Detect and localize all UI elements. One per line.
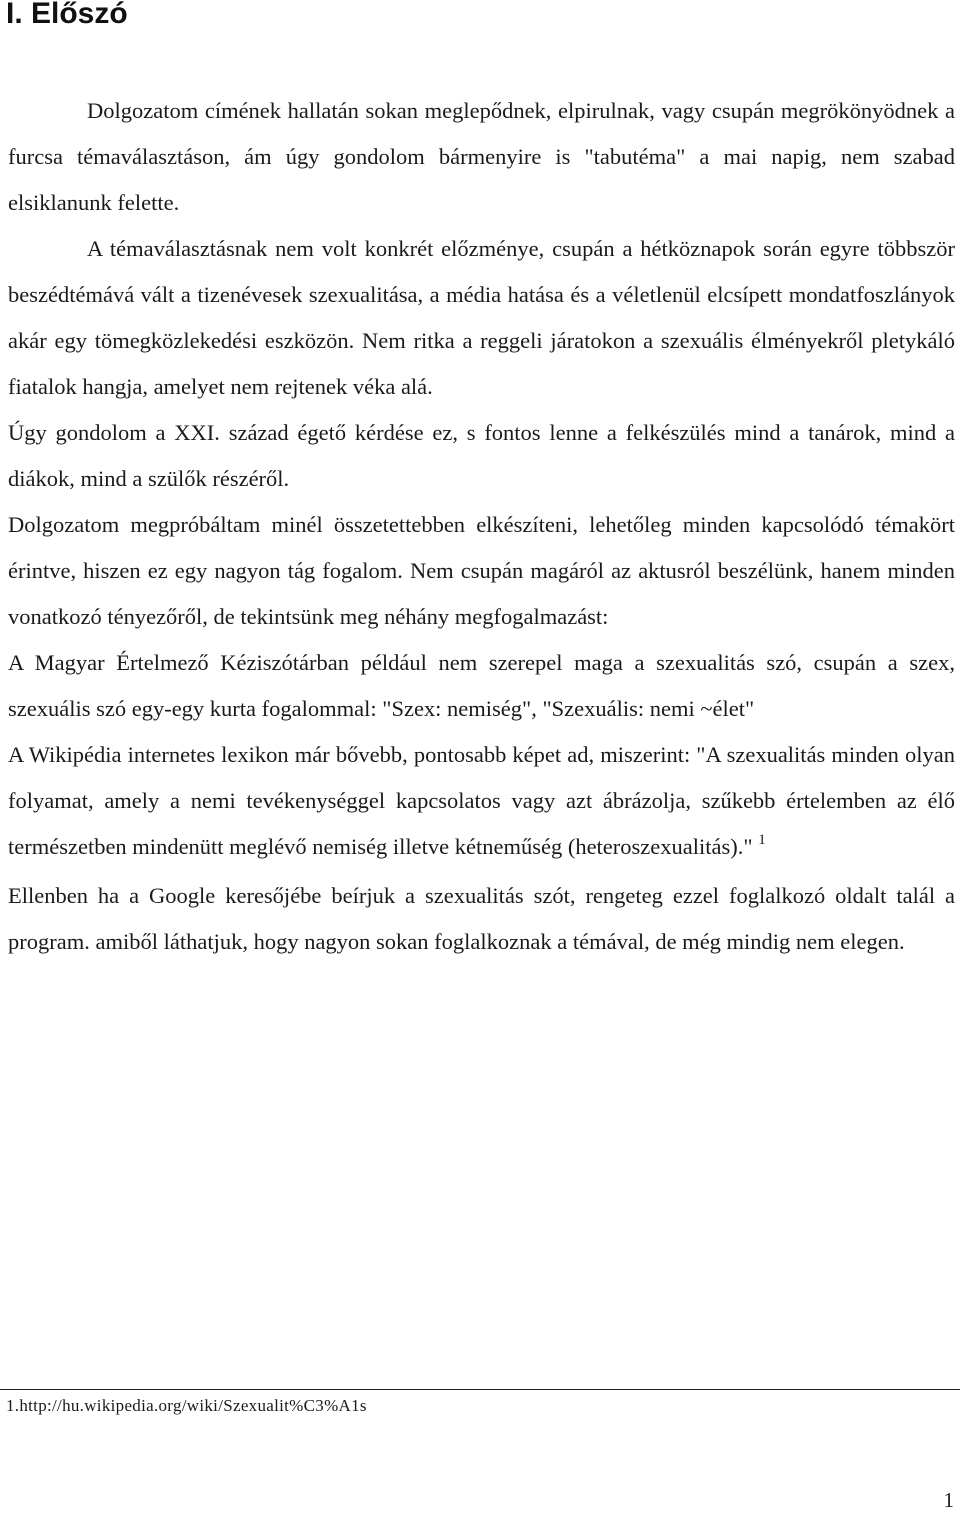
page-number: 1 (943, 1488, 954, 1512)
footnote-divider (0, 1389, 960, 1390)
paragraph-importance: Úgy gondolom a XXI. század égető kérdése ez, s fontos lenne a felkészülés mind a tanárok, mind a diákok, mind a szülők részéről. (8, 420, 955, 491)
paragraph-intro: Dolgozatom címének hallatán sokan meglepődnek, elpirulnak, vagy csupán megrökönyödnek a furcsa témaválasztáson, ám úgy gondolom bármenyire is "tabutéma" a mai napig, nem szabad elsiklanunk felette. (8, 98, 955, 215)
paragraph-google-search: Ellenben ha a Google keresőjébe beírjuk a szexualitás szót, rengeteg ezzel foglalkozó oldalt talál a program. amiből láthatjuk, hogy nagyon sokan foglalkoznak a témával, de még mindig nem elegen. (8, 883, 955, 954)
footnote[interactable]: 1.http://hu.wikipedia.org/wiki/Szexualit%C3%A1s (6, 1396, 367, 1415)
wikipedia-quote: A Wikipédia internetes lexikon már bővebb, pontosabb képet ad, miszerint: "A szexualitás minden olyan folyamat, amely a nemi tevékenységgel kapcsolatos vagy azt ábrázolja, szűkebb értelemben az élő természetben mindenütt meglévő nemiség illetve kétneműség (heteroszexualitás)." (8, 742, 955, 859)
paragraph-wikipedia-definition (8, 732, 955, 873)
paragraph-scope: Dolgozatom megpróbáltam minél összetettebben elkészíteni, lehetőleg minden kapcsolódó témakört érintve, hiszen ez egy nagyon tág fogalom. Nem csupán magáról az aktusról beszélünk, hanem minden vonatkozó tényezőről, de tekintsünk meg néhány megfogalmazást: (8, 512, 955, 629)
body-text (8, 88, 955, 965)
footnote-reference[interactable]: 1 (758, 832, 766, 848)
paragraph-dictionary-definition: A Magyar Értelmező Kéziszótárban például nem szerepel maga a szexualitás szó, csupán a szex, szexuális szó egy-egy kurta fogalommal: "Szex: nemiség", "Szexuális: nemi ~élet" (8, 650, 955, 721)
chapter-heading: I. Előszó (6, 0, 128, 30)
paragraph-topic-choice: A témaválasztásnak nem volt konkrét előzménye, csupán a hétköznapok során egyre többször beszédtémává vált a tizenévesek szexualitása, a média hatása és a véletlenül elcsípett mondatfoszlányok akár egy tömegközlekedési eszközön. Nem ritka a reggeli járatokon a szexuális élményekről pletykáló fiatalok hangja, amelyet nem rejtenek véka alá. (8, 236, 955, 399)
